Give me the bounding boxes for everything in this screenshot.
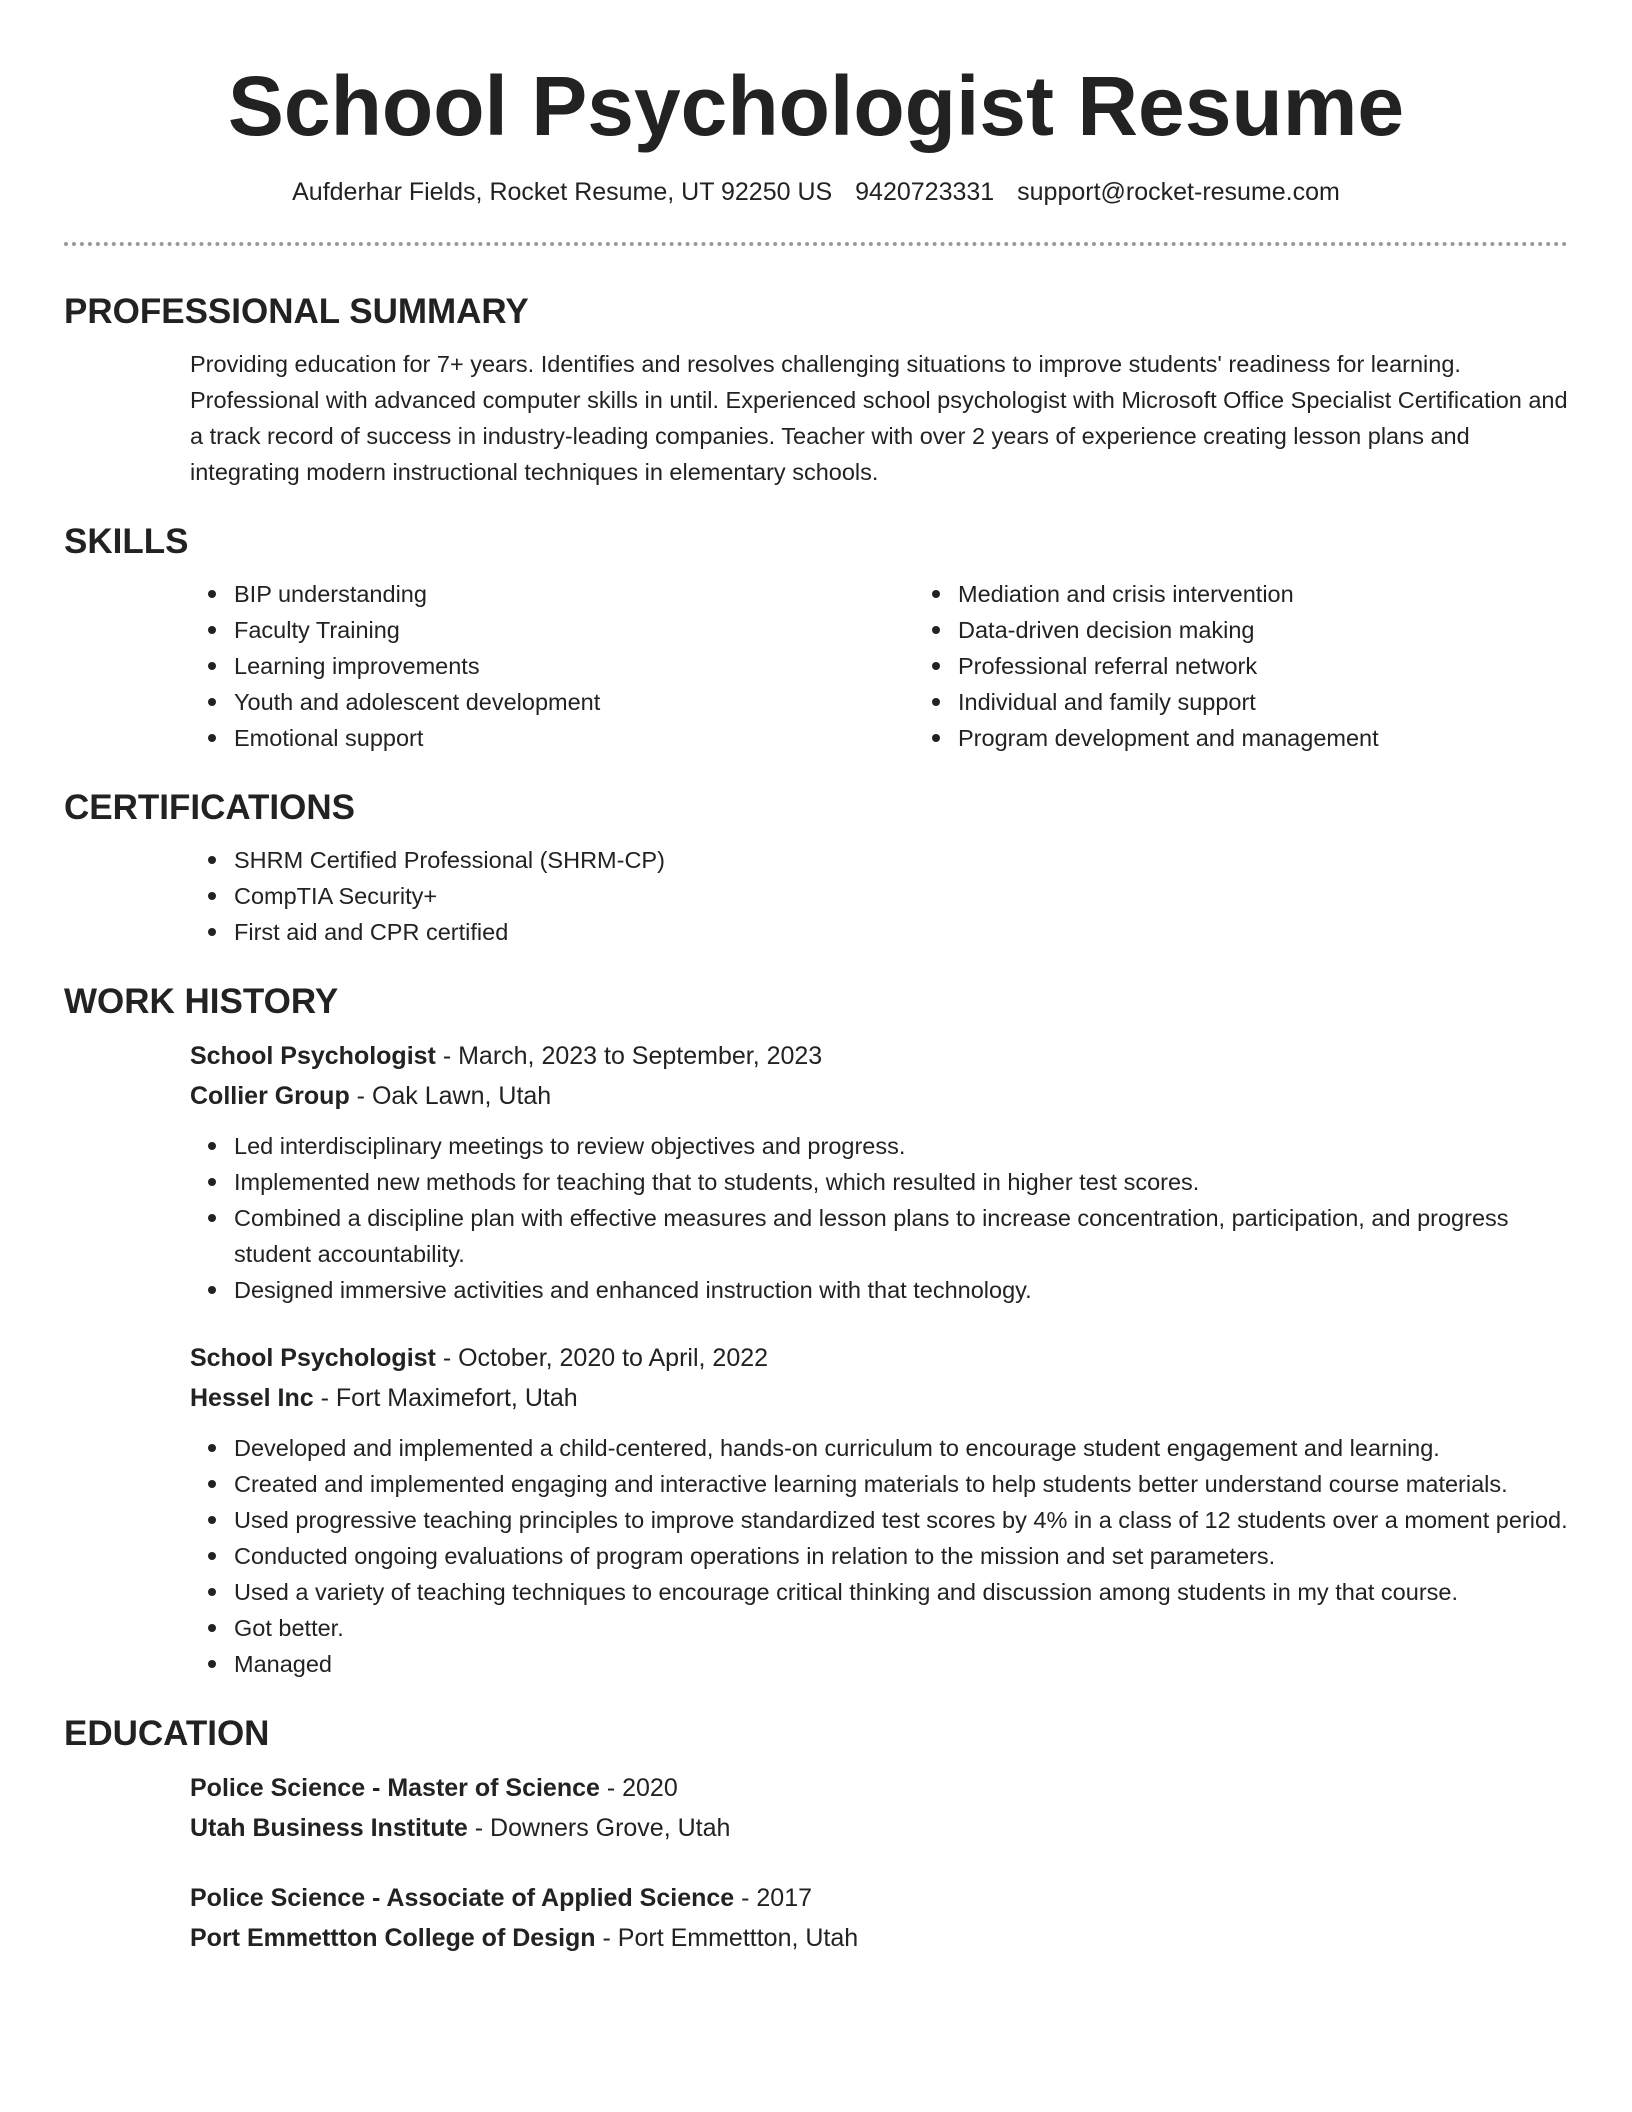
education-entry — [190, 1768, 1568, 1848]
education-degree: Police Science - Associate of Applied Science — [190, 1884, 735, 1912]
skill-item: Professional referral network — [958, 648, 1568, 684]
job-company: Collier Group — [190, 1082, 350, 1110]
certification-item: CompTIA Security+ — [234, 878, 1568, 914]
job-title: School Psychologist — [190, 1042, 436, 1070]
job-bullet: Managed — [234, 1646, 1568, 1682]
skill-item: Program development and management — [958, 720, 1568, 756]
education-school-line — [190, 1808, 1568, 1848]
job-bullet: Implemented new methods for teaching that to students, which resulted in higher test scores. — [234, 1164, 1568, 1200]
job-title: School Psychologist — [190, 1344, 436, 1372]
job-bullet: Used a variety of teaching techniques to encourage critical thinking and discussion among students in my that course. — [234, 1574, 1568, 1610]
skill-item: Individual and family support — [958, 684, 1568, 720]
education-year: - 2020 — [599, 1774, 678, 1802]
header-divider — [64, 242, 1568, 246]
contact-phone: 9420723331 — [855, 178, 995, 206]
work-history-section — [64, 980, 1568, 1682]
job-bullets — [190, 1430, 1568, 1682]
job-bullet: Led interdisciplinary meetings to review objectives and progress. — [234, 1128, 1568, 1164]
summary-heading: PROFESSIONAL SUMMARY — [64, 292, 529, 331]
skill-item: BIP understanding — [234, 576, 914, 612]
education-section — [64, 1712, 1568, 1958]
skill-item: Emotional support — [234, 720, 914, 756]
job-bullet: Conducted ongoing evaluations of program operations in relation to the mission and set parameters. — [234, 1538, 1568, 1574]
education-school-line — [190, 1918, 1568, 1958]
contact-address: Aufderhar Fields, Rocket Resume, UT 92250 US — [292, 178, 833, 206]
skill-item: Faculty Training — [234, 612, 914, 648]
job-location: - Oak Lawn, Utah — [349, 1082, 552, 1110]
skills-left-list — [190, 576, 914, 756]
job-location: - Fort Maximefort, Utah — [313, 1384, 578, 1412]
job-bullet: Combined a discipline plan with effective measures and lesson plans to increase concentration, participation, and progress student accountability. — [234, 1200, 1568, 1272]
job-company-line — [190, 1378, 1568, 1418]
job-entry — [190, 1036, 1568, 1308]
skills-heading: SKILLS — [64, 522, 189, 561]
skill-item: Youth and adolescent development — [234, 684, 914, 720]
job-bullet: Created and implemented engaging and interactive learning materials to help students better understand course materials. — [234, 1466, 1568, 1502]
skill-item: Mediation and crisis intervention — [958, 576, 1568, 612]
summary-text: Providing education for 7+ years. Identifies and resolves challenging situations to improve students' readiness for learning. Professional with advanced computer skills in until. Experienced school psychologist with Microsoft Office Specialist Certification and a track record of success in industry-leading companies. Teacher with over 2 years of experience creating lesson plans and integrating modern instructional techniques in elementary schools. — [190, 351, 1568, 485]
job-title-line — [190, 1036, 1568, 1076]
certifications-heading: CERTIFICATIONS — [64, 788, 356, 827]
education-degree-line — [190, 1878, 1568, 1918]
summary-section — [64, 290, 1568, 490]
education-school: Port Emmettton College of Design — [190, 1924, 596, 1952]
job-entry — [190, 1338, 1568, 1682]
education-heading: EDUCATION — [64, 1714, 270, 1753]
skills-grid — [190, 576, 1568, 756]
skills-right-list — [914, 576, 1568, 756]
job-bullet: Used progressive teaching principles to improve standardized test scores by 4% in a class of 12 students over a moment period. — [234, 1502, 1568, 1538]
job-bullet: Designed immersive activities and enhanced instruction with that technology. — [234, 1272, 1568, 1308]
skill-item: Learning improvements — [234, 648, 914, 684]
job-company-line — [190, 1076, 1568, 1116]
education-entry — [190, 1878, 1568, 1958]
education-school: Utah Business Institute — [190, 1814, 468, 1842]
skills-section — [64, 520, 1568, 756]
education-year: - 2017 — [734, 1884, 813, 1912]
education-location: - Downers Grove, Utah — [467, 1814, 731, 1842]
certification-item: SHRM Certified Professional (SHRM-CP) — [234, 842, 1568, 878]
job-bullet: Developed and implemented a child-centered, hands-on curriculum to encourage student engagement and learning. — [234, 1430, 1568, 1466]
job-dates: - October, 2020 to April, 2022 — [435, 1344, 769, 1372]
job-dates: - March, 2023 to September, 2023 — [435, 1042, 823, 1070]
certifications-list — [190, 842, 1568, 950]
job-bullet: Got better. — [234, 1610, 1568, 1646]
skill-item: Data-driven decision making — [958, 612, 1568, 648]
certification-item: First aid and CPR certified — [234, 914, 1568, 950]
job-title-line — [190, 1338, 1568, 1378]
job-bullets — [190, 1128, 1568, 1308]
education-location: - Port Emmettton, Utah — [595, 1924, 859, 1952]
education-degree-line — [190, 1768, 1568, 1808]
resume-title: School Psychologist Resume — [227, 59, 1405, 153]
job-company: Hessel Inc — [190, 1384, 314, 1412]
education-degree: Police Science - Master of Science — [190, 1774, 600, 1802]
contact-line — [64, 176, 1568, 208]
certifications-section — [64, 786, 1568, 950]
contact-email[interactable]: support@rocket-resume.com — [1017, 178, 1340, 206]
work-history-heading: WORK HISTORY — [64, 982, 339, 1021]
